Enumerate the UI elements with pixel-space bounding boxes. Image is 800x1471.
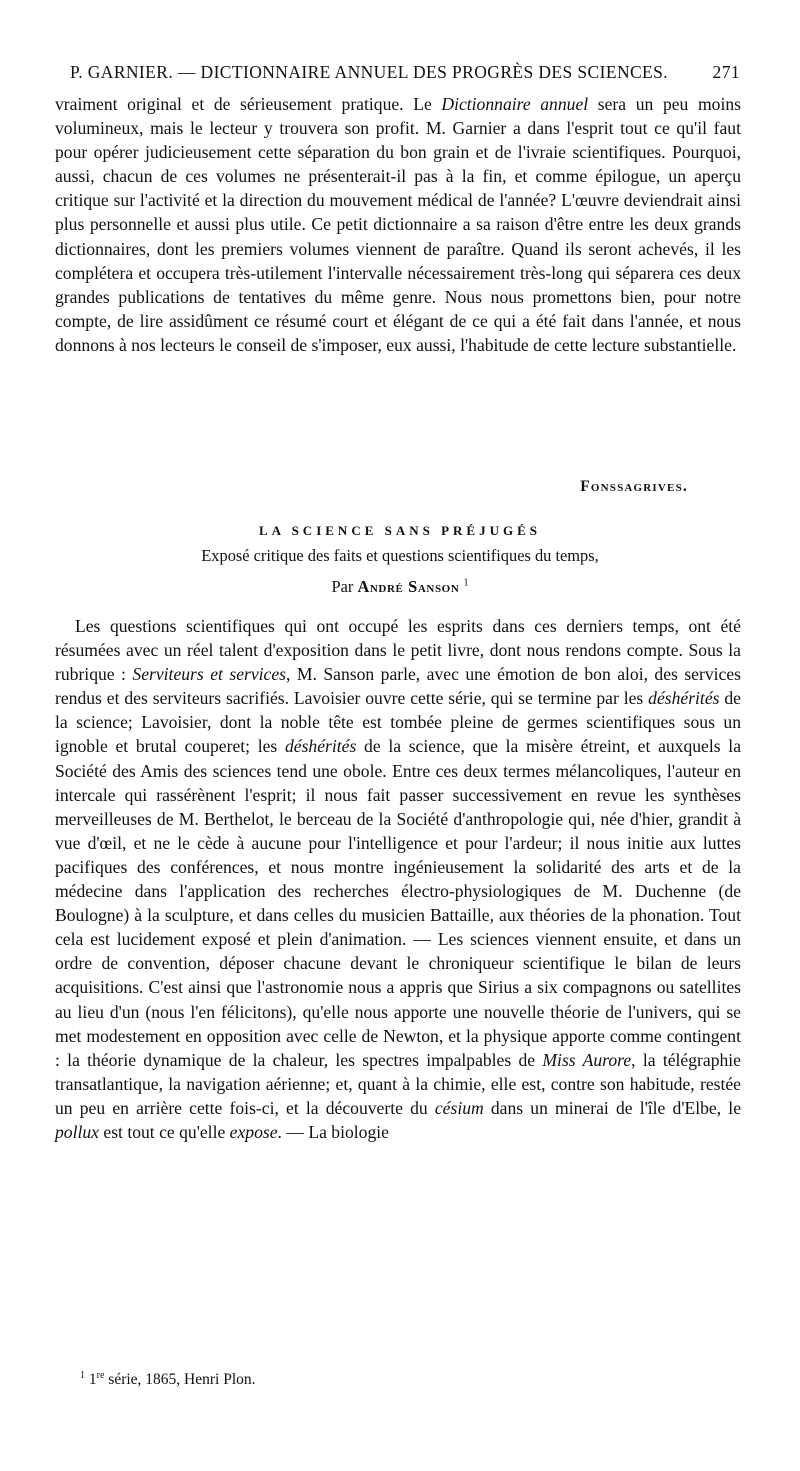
- footnote-series-ordinal: re: [96, 1370, 105, 1381]
- footnote-text: série, 1865, Henri Plon.: [104, 1371, 256, 1389]
- italic-desherites: déshérités: [648, 688, 720, 709]
- text-run: , M. Sanson parle, avec une émotion de bon aloi, des services rendus et des serviteurs sacrifiés. Lavoisier ouvre cette série, qui se termine par les: [55, 664, 741, 709]
- paragraph-sanson-review: [55, 614, 741, 1144]
- text-run: . — La biologie: [277, 1121, 389, 1142]
- italic-title-dictionnaire: Dictionnaire annuel: [441, 94, 589, 114]
- italic-pollux: pollux: [55, 1121, 99, 1142]
- page-number: 271: [712, 62, 740, 82]
- italic-desherites: déshérités: [284, 736, 357, 757]
- running-head-title: P. GARNIER. — DICTIONNAIRE ANNUEL DES PROGRÈS DES SCIENCES.: [70, 62, 669, 82]
- text-run: est tout ce qu'elle: [98, 1121, 230, 1142]
- text-run: vraiment original et de sérieusement pratique. Le: [55, 94, 442, 114]
- author-signature: Fonssagrives.: [580, 478, 688, 495]
- italic-serviteurs: Serviteurs et services: [132, 664, 287, 685]
- text-run: , la télégraphie transatlantique, la navigation aérienne; et, quant à la chimie, elle est, contre son habitude, restée un peu en arrière cette fois-ci, et la découverte du: [55, 1049, 741, 1118]
- footnote: [80, 1370, 256, 1389]
- text-run: de la science; Lavoisier, dont la noble tête est tombée pleine de germes scientifiques sous un ignoble et brutal couperet; les: [55, 688, 741, 757]
- section-subtitle: Exposé critique des faits et questions scientifiques du temps,: [201, 546, 599, 565]
- italic-miss-aurore: Miss Aurore: [542, 1049, 632, 1070]
- byline-prefix: Par: [331, 577, 358, 596]
- italic-cesium: césium: [434, 1097, 484, 1118]
- byline: [0, 577, 800, 597]
- running-head: [70, 62, 740, 83]
- footnote-reference: 1: [463, 577, 469, 589]
- text-run: sera un peu moins volumineux, mais le lecteur y trouvera son profit. M. Garnier a dans l'esprit tout ce qu'il faut pour opérer judicieusement cette séparation du bon grain et de l'ivraie scientifiques. Pourquoi, aussi, chacun de ces volumes ne présenterait-il pas à la fin, et comme épilogue, un aperçu critique sur l'activité et la direction du mouvement médical de l'année? L'œuvre deviendrait ainsi plus personnelle et aussi plus utile. Ce petit dictionnaire a sa raison d'être entre les deux grands dictionnaires, dont les premiers volumes viennent de paraître. Quand ils seront achevés, il les complétera et occupera très-utilement l'intervalle nécessairement très-long qui séparera ces deux grandes publications de tentatives du même genre. Nous nous promettons bien, pour notre compte, de lire assidûment ce résumé court et élégant de ce qui a été fait dans l'année, et nous donnons à nos lecteurs le conseil de s'imposer, eux aussi, l'habitude de cette lecture substantielle.: [55, 94, 741, 355]
- footnote-mark: 1: [80, 1370, 85, 1381]
- byline-author: André Sanson: [357, 577, 460, 596]
- paragraph-review-conclusion: [55, 92, 741, 357]
- text-run: dans un minerai de l'île d'Elbe, le: [483, 1097, 742, 1118]
- section-title: LA SCIENCE SANS PRÉJUGÉS: [258, 523, 542, 538]
- text-run: de la science, que la misère étreint, et auxquels la Société des Amis des sciences tend une obole. Entre ces deux termes mélancoliques, l'auteur en intercale qui rassérènent l'esprit; il nous fait passer successivement en revue les synthèses merveilleuses de M. Berthelot, le berceau de la Société d'anthropologie qui, née d'hier, grandit à vue d'œil, et ne le cède à aucune pour l'intelligence et pour l'ardeur; il nous initie aux luttes pacifiques des conférences, et nous montre ingénieusement la solidarité des arts et de la médecine dans l'application des recherches électro-physiologiques de M. Duchenne (de Boulogne) à la sculpture, et dans celles du musicien Battaille, aux théories de la phonation. Tout cela est lucidement exposé et plein d'animation. — Les sciences viennent ensuite, et dans un ordre de convention, déposer chacune devant le chroniqueur scientifique le bilan de leurs acquisitions. C'est ainsi que l'astronomie nous a appris que Sirius a six compagnons ou satellites au lieu d'un (nous l'en félicitons), qu'elle nous apporte une nouvelle théorie de l'univers, qui se met modestement en opposition avec celle de Newton, et la physique apporte comme contingent : la théorie dynamique de la chaleur, les spectres impalpables de: [55, 736, 741, 1070]
- italic-expose: expose: [229, 1121, 278, 1142]
- footnote-series-number: 1: [88, 1371, 97, 1389]
- text-run: Les questions scientifiques qui ont occupé les esprits dans ces derniers temps, ont été résumées avec un réel talent d'exposition dans le petit livre, dont nous rendons compte. Sous la rubrique :: [55, 616, 741, 685]
